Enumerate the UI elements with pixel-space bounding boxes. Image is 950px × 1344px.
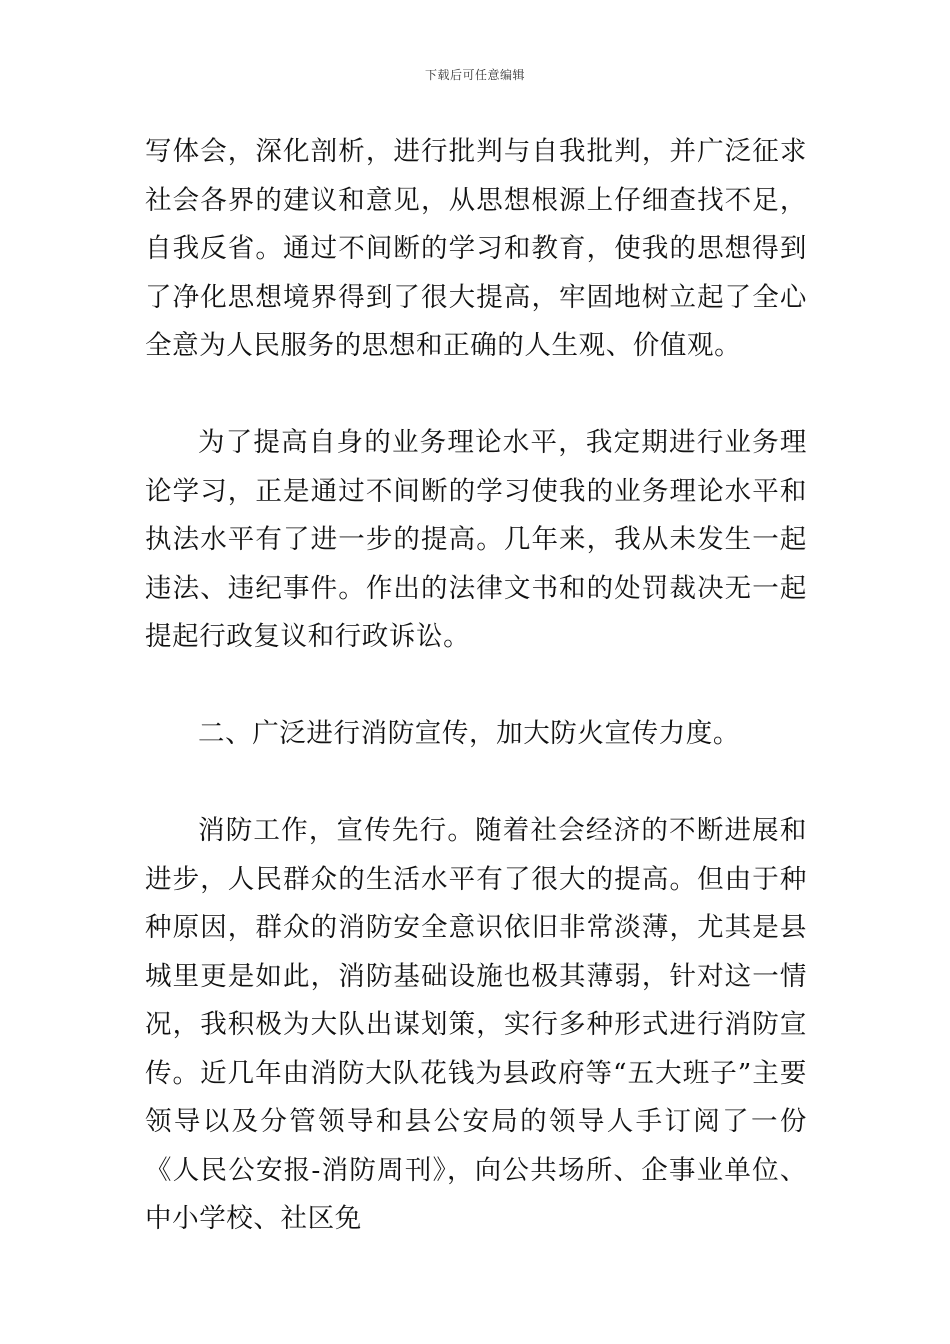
- paragraph-continuation: 写体会，深化剖析，进行批判与自我批判，并广泛征求社会各界的建议和意见，从思想根源上仔细查找不足，自我反省。通过不间断的学习和教育，使我的思想得到了净化思想境界得到了很大提高，牢固地树立起了全心全意为人民服务的思想和正确的人生观、价值观。: [145, 136, 807, 361]
- document-body: [145, 128, 807, 1244]
- page-header-note: 下载后可任意编辑: [424, 68, 525, 82]
- paragraph-business-theory: 为了提高自身的业务理论水平，我定期进行业务理论学习，正是通过不间断的学习使我的业务理论水平和执法水平有了进一步的提高。几年来，我从未发生一起违法、违纪事件。作出的法律文书和的处罚裁决无一起提起行政复议和行政诉讼。: [145, 427, 807, 652]
- section-heading-fire-publicity: 二、广泛进行消防宣传，加大防火宣传力度。: [198, 718, 740, 749]
- paragraph-fire-publicity: 消防工作，宣传先行。随着社会经济的不断进展和进步，人民群众的生活水平有了很大的提高。但由于种种原因，群众的消防安全意识依旧非常淡薄，尤其是县城里更是如此，消防基础设施也极其薄弱，针对这一情况，我积极为大队出谋划策，实行多种形式进行消防宣传。近几年由消防大队花钱为县政府等“五大班子”主要领导以及分管领导和县公安局的领导人手订阅了一份《人民公安报-消防周刊》，向公共场所、企事业单位、中小学校、社区免: [145, 815, 807, 1234]
